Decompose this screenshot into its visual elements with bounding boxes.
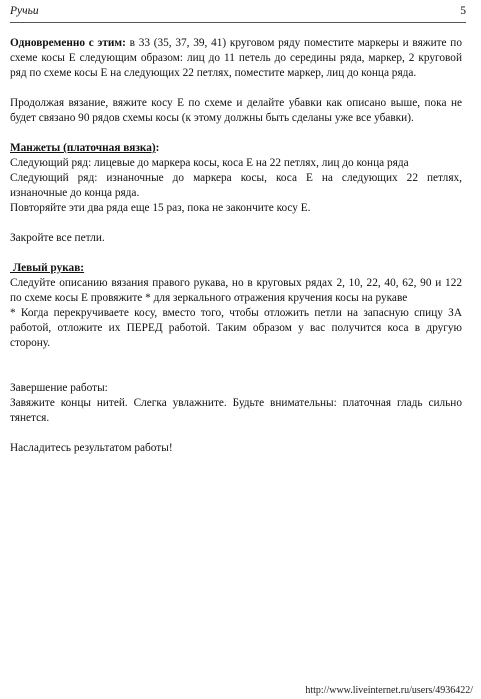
source-url[interactable]: http://www.liveinternet.ru/users/4936422/ [305, 685, 473, 696]
finishing-heading: Завершение работы: [10, 382, 108, 394]
paragraph-line: Насладитесь результатом работы! [10, 442, 173, 454]
paragraph-line: Закройте все петли. [10, 232, 105, 244]
page-header [10, 4, 466, 23]
paragraph-continue [10, 96, 462, 126]
paragraph-line: * Когда перекручиваете косу, вместо того, чтобы отложить петли на запасную спицу ЗА [10, 307, 462, 319]
paragraph-simultaneously [10, 36, 462, 81]
paragraph-line: Повторяйте эти два ряда еще 15 раз, пока не закончите косу Е. [10, 202, 311, 214]
paragraph-line: Следуйте описанию вязания правого рукава, но в круговых рядах 2, 10, 22, 40, 62, 90 и 122 [10, 277, 462, 289]
section-left-sleeve [10, 261, 462, 351]
lead-in-bold: Одновременно с этим: [10, 37, 126, 49]
spacer [10, 366, 462, 381]
paragraph-line: по схеме косы Е провяжите * для зеркального отражения кручения косы на рукаве [10, 292, 408, 304]
section-finishing [10, 381, 462, 426]
paragraph-line: Продолжая вязание, вяжите косу Е по схеме и делайте убавки как описано выше, пока не [10, 97, 462, 109]
paragraph-line: Следующий ряд: изнаночные до маркера косы, коса Е на следующих 22 петлях, [10, 172, 462, 184]
paragraph-line: схеме косы Е следующим образом: лиц до 11 петель до середины ряда, маркер, 2 круговой [10, 52, 462, 64]
paragraph-line: Следующий ряд: лицевые до маркера косы, коса Е на 22 петлях, лиц до конца ряда [10, 157, 409, 169]
paragraph-line: Завяжите концы нитей. Слегка увлажните. Будьте внимательны: платочная гладь сильно [10, 397, 462, 409]
paragraph-line [10, 36, 462, 51]
left-sleeve-heading: Левый рукав: [10, 262, 85, 274]
section-cuffs [10, 141, 462, 216]
section-heading [10, 141, 462, 156]
paragraph-line: сторону. [10, 337, 51, 349]
paragraph-enjoy [10, 441, 462, 456]
document-body [10, 36, 462, 471]
paragraph-line: ряд по схеме косы Е на следующих 22 петлях, поместите маркер, лиц до конца ряда. [10, 67, 417, 79]
heading-colon: : [155, 142, 160, 154]
header-title: Ручьи [10, 5, 39, 17]
paragraph-close [10, 231, 462, 246]
paragraph-line: будет связано 90 рядов схемы косы (к этому должны быть сделаны уже все убавки). [10, 112, 414, 124]
paragraph-text: в 33 (35, 37, 39, 41) круговом ряду поместите маркеры и вяжите по [125, 37, 463, 49]
paragraph-line: работой, отложите их ПЕРЕД работой. Таким образом у вас получится коса в другую [10, 322, 462, 334]
page-number: 5 [460, 5, 466, 17]
paragraph-line: тянется. [10, 412, 50, 424]
paragraph-line: изнаночные до конца ряда. [10, 187, 140, 199]
cuffs-heading: Манжеты (платочная вязка) [10, 142, 156, 154]
